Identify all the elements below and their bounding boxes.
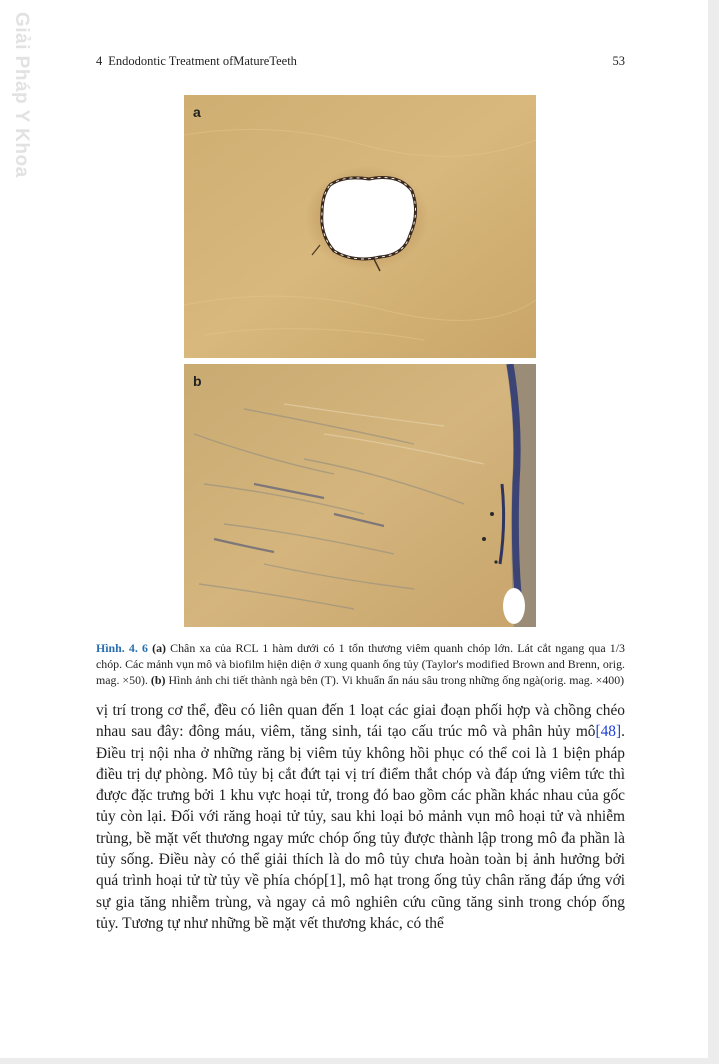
caption-part-a-text: Chân xa của RCL 1 hàm dưới có 1 tổn thương viêm quanh chóp lớn. Lát cắt ngang qua 1/3 chóp. Các mảnh vụn mô và biofilm hiện diện ở xung quanh ống tủy (Taylor's modified Brown and Brenn, orig. mag. ×50). [96, 641, 625, 688]
caption-part-a-marker: (a) [152, 641, 166, 655]
running-head [96, 54, 625, 69]
chapter-number: 4 [96, 54, 103, 68]
caption-label: Hình. 4. 6 [96, 641, 148, 655]
figure-panel-b [184, 364, 536, 627]
running-head-left [96, 54, 303, 69]
figure-caption [96, 640, 625, 689]
figure-panel-a [184, 95, 536, 358]
body-text-1: vị trí trong cơ thể, đều có liên quan đến 1 loạt các giai đoạn phối hợp và chồng chéo nhau sau đây: đông máu, viêm, tăng sinh, tái tạo cấu trúc mô và phân hủy mô [96, 702, 625, 741]
body-text-2: . Điều trị nội nha ở những răng bị viêm tủy không hồi phục có thể coi là 1 biện pháp điều trị dự phòng. Mô tủy bị cắt đứt tại vị trí điểm thắt chóp và đáp ứng viêm tức thì được đặc trưng bởi 1 khu vực hoại tử, trong đó bao gồm các phần khác nhau của gốc tủy còn lại. Đối với răng hoại tử tủy, sau khi loại bỏ mảnh vụn mô hoại tử và nhiễm trùng, bề mặt vết thương ngay mức chóp ống tủy được thành lập trong mô đa phần là tủy sống. Điều này có thể giải thích là do mô tủy chưa hoàn toàn bị ảnh hưởng bởi quá trình hoại tử từ tủy về phía chóp[1], mô hạt trong ống tủy chân răng đáp ứng với sự gia tăng nhiễm trùng, và ngay cả mô nghiên cứu cũng tăng sinh trong chóp ống tủy. Tương tự như những bề mặt vết thương khác, có thể [96, 723, 625, 932]
caption-part-b-text: Hình ảnh chi tiết thành ngà bên (T). Vi khuẩn ẩn náu sâu trong những ống ngà(orig. mag. ×400) [165, 673, 625, 688]
micrograph-a [184, 95, 536, 358]
body-paragraph [96, 700, 625, 934]
page-number: 53 [612, 54, 625, 68]
caption-part-b-marker: (b) [150, 673, 166, 688]
panel-b-label: b [193, 373, 202, 389]
panel-a-label: a [193, 104, 201, 120]
chapter-title: Endodontic Treatment ofMatureTeeth [108, 54, 297, 68]
watermark: Giải Pháp Y Khoa [11, 12, 32, 178]
micrograph-b [184, 364, 536, 627]
citation-link[interactable]: [48] [595, 723, 622, 741]
